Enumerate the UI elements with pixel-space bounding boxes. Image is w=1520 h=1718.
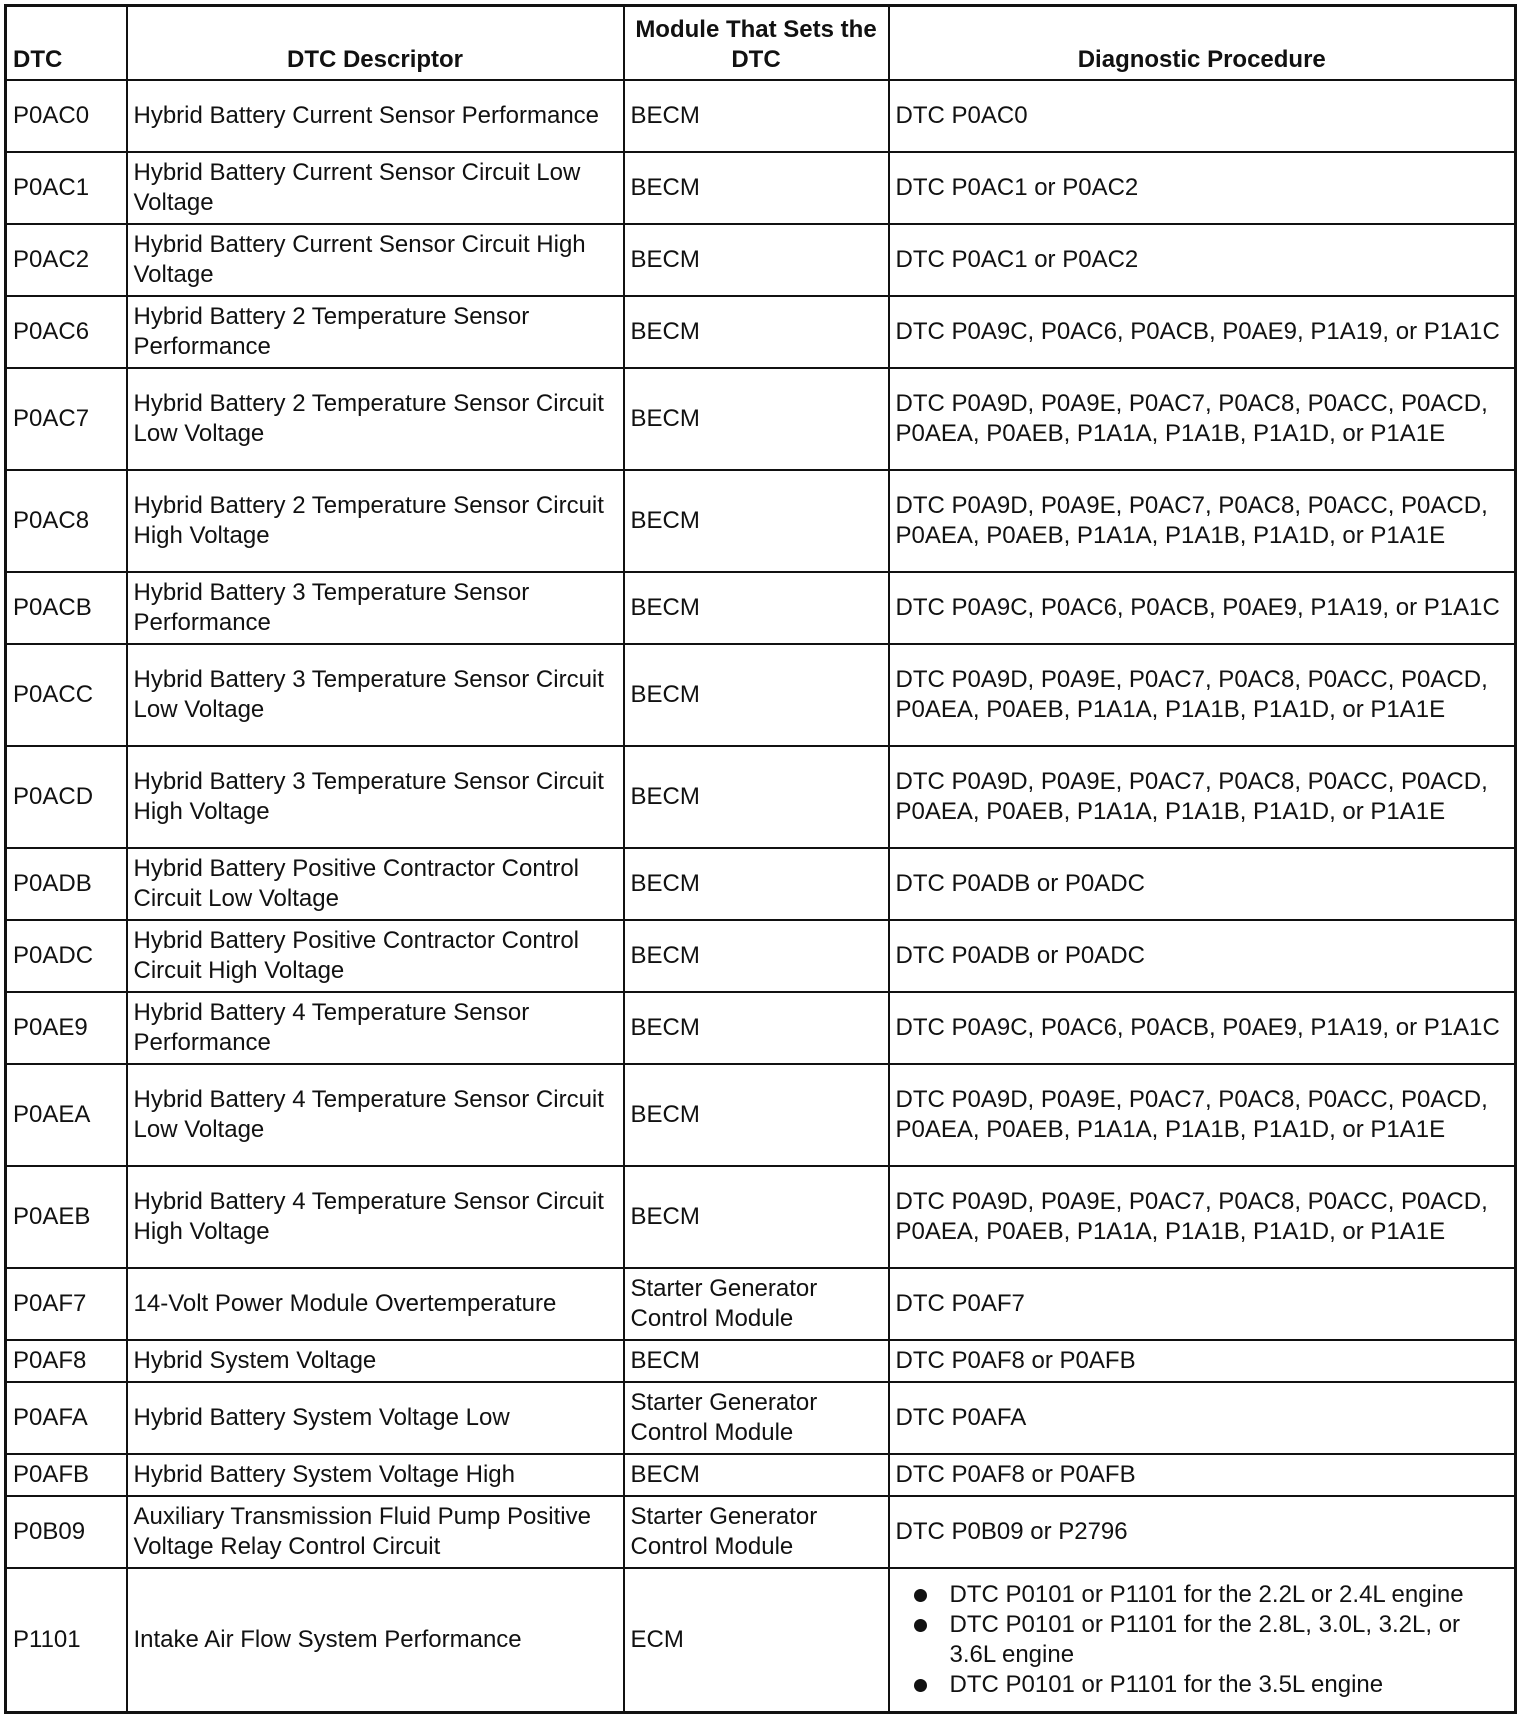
dtc-code: P0AE9 <box>6 992 127 1064</box>
dtc-descriptor: 14-Volt Power Module Overtemperature <box>127 1268 624 1340</box>
dtc-procedure: DTC P0A9D, P0A9E, P0AC7, P0AC8, P0ACC, P0ACD, P0AEA, P0AEB, P1A1A, P1A1B, P1A1D, or P1A1E <box>889 1166 1516 1268</box>
dtc-descriptor: Hybrid System Voltage <box>127 1340 624 1382</box>
dtc-procedure: DTC P0A9D, P0A9E, P0AC7, P0AC8, P0ACC, P0ACD, P0AEA, P0AEB, P1A1A, P1A1B, P1A1D, or P1A1E <box>889 746 1516 848</box>
dtc-module: BECM <box>624 470 889 572</box>
dtc-procedure: DTC P0AC1 or P0AC2 <box>889 152 1516 224</box>
table-row <box>6 746 1516 848</box>
dtc-procedure: DTC P0A9C, P0AC6, P0ACB, P0AE9, P1A19, or P1A1C <box>889 992 1516 1064</box>
dtc-table <box>4 4 1517 1714</box>
table-row <box>6 152 1516 224</box>
table-row <box>6 296 1516 368</box>
dtc-module: Starter Generator Control Module <box>624 1496 889 1568</box>
dtc-descriptor: Hybrid Battery 2 Temperature Sensor Performance <box>127 296 624 368</box>
dtc-code: P0AEB <box>6 1166 127 1268</box>
dtc-code: P0AC2 <box>6 224 127 296</box>
bullet-item: DTC P0101 or P1101 for the 3.5L engine <box>896 1670 1509 1700</box>
table-row <box>6 368 1516 470</box>
dtc-module: BECM <box>624 644 889 746</box>
dtc-module: BECM <box>624 746 889 848</box>
dtc-descriptor: Hybrid Battery 4 Temperature Sensor Circuit Low Voltage <box>127 1064 624 1166</box>
dtc-code: P0ADB <box>6 848 127 920</box>
table-row <box>6 1382 1516 1454</box>
dtc-procedure: DTC P0AF8 or P0AFB <box>889 1340 1516 1382</box>
dtc-descriptor: Hybrid Battery System Voltage High <box>127 1454 624 1496</box>
dtc-descriptor: Hybrid Battery 4 Temperature Sensor Performance <box>127 992 624 1064</box>
dtc-procedure: DTC P0A9D, P0A9E, P0AC7, P0AC8, P0ACC, P0ACD, P0AEA, P0AEB, P1A1A, P1A1B, P1A1D, or P1A1E <box>889 644 1516 746</box>
dtc-descriptor: Hybrid Battery Positive Contractor Control Circuit Low Voltage <box>127 848 624 920</box>
table-row <box>6 1454 1516 1496</box>
dtc-descriptor: Hybrid Battery System Voltage Low <box>127 1382 624 1454</box>
dtc-procedure: DTC P0ADB or P0ADC <box>889 920 1516 992</box>
table-row <box>6 1340 1516 1382</box>
table-row <box>6 1166 1516 1268</box>
table-row <box>6 644 1516 746</box>
table-row <box>6 1064 1516 1166</box>
dtc-code: P1101 <box>6 1568 127 1713</box>
dtc-module: BECM <box>624 992 889 1064</box>
dtc-procedure: DTC P0ADB or P0ADC <box>889 848 1516 920</box>
dtc-module: ECM <box>624 1568 889 1713</box>
dtc-descriptor: Hybrid Battery 3 Temperature Sensor Circuit Low Voltage <box>127 644 624 746</box>
dtc-procedure: DTC P0A9C, P0AC6, P0ACB, P0AE9, P1A19, or P1A1C <box>889 296 1516 368</box>
dtc-descriptor: Hybrid Battery 3 Temperature Sensor Circuit High Voltage <box>127 746 624 848</box>
dtc-descriptor: Intake Air Flow System Performance <box>127 1568 624 1713</box>
header-module: Module That Sets the DTC <box>624 6 889 81</box>
dtc-procedure: DTC P0AC0 <box>889 80 1516 152</box>
dtc-code: P0AC1 <box>6 152 127 224</box>
dtc-descriptor: Hybrid Battery Current Sensor Circuit High Voltage <box>127 224 624 296</box>
dtc-procedure: DTC P0AFA <box>889 1382 1516 1454</box>
dtc-procedure: DTC P0B09 or P2796 <box>889 1496 1516 1568</box>
dtc-descriptor: Auxiliary Transmission Fluid Pump Positive Voltage Relay Control Circuit <box>127 1496 624 1568</box>
dtc-code: P0ACB <box>6 572 127 644</box>
table-row <box>6 572 1516 644</box>
dtc-module: BECM <box>624 368 889 470</box>
bullet-item: DTC P0101 or P1101 for the 2.2L or 2.4L engine <box>896 1580 1509 1610</box>
table-row <box>6 224 1516 296</box>
dtc-module: BECM <box>624 80 889 152</box>
dtc-code: P0AFB <box>6 1454 127 1496</box>
dtc-code: P0AF7 <box>6 1268 127 1340</box>
dtc-module: BECM <box>624 296 889 368</box>
header-descriptor: DTC Descriptor <box>127 6 624 81</box>
dtc-descriptor: Hybrid Battery Positive Contractor Control Circuit High Voltage <box>127 920 624 992</box>
dtc-code: P0B09 <box>6 1496 127 1568</box>
dtc-code: P0AFA <box>6 1382 127 1454</box>
dtc-procedure <box>889 1568 1516 1713</box>
dtc-module: BECM <box>624 1340 889 1382</box>
dtc-procedure: DTC P0A9C, P0AC6, P0ACB, P0AE9, P1A19, or P1A1C <box>889 572 1516 644</box>
dtc-procedure: DTC P0A9D, P0A9E, P0AC7, P0AC8, P0ACC, P0ACD, P0AEA, P0AEB, P1A1A, P1A1B, P1A1D, or P1A1E <box>889 1064 1516 1166</box>
bullet-item: DTC P0101 or P1101 for the 2.8L, 3.0L, 3.2L, or 3.6L engine <box>896 1610 1509 1670</box>
table-row <box>6 992 1516 1064</box>
dtc-code: P0ACC <box>6 644 127 746</box>
table-row <box>6 1496 1516 1568</box>
dtc-module: BECM <box>624 920 889 992</box>
dtc-descriptor: Hybrid Battery 3 Temperature Sensor Performance <box>127 572 624 644</box>
dtc-procedure: DTC P0A9D, P0A9E, P0AC7, P0AC8, P0ACC, P0ACD, P0AEA, P0AEB, P1A1A, P1A1B, P1A1D, or P1A1E <box>889 470 1516 572</box>
dtc-descriptor: Hybrid Battery Current Sensor Circuit Low Voltage <box>127 152 624 224</box>
dtc-code: P0AC8 <box>6 470 127 572</box>
dtc-module: BECM <box>624 224 889 296</box>
table-row <box>6 848 1516 920</box>
dtc-module: Starter Generator Control Module <box>624 1268 889 1340</box>
dtc-descriptor: Hybrid Battery 2 Temperature Sensor Circuit Low Voltage <box>127 368 624 470</box>
dtc-code: P0AEA <box>6 1064 127 1166</box>
dtc-code: P0AF8 <box>6 1340 127 1382</box>
table-row <box>6 80 1516 152</box>
dtc-procedure: DTC P0A9D, P0A9E, P0AC7, P0AC8, P0ACC, P0ACD, P0AEA, P0AEB, P1A1A, P1A1B, P1A1D, or P1A1E <box>889 368 1516 470</box>
table-row <box>6 1568 1516 1713</box>
dtc-descriptor: Hybrid Battery Current Sensor Performance <box>127 80 624 152</box>
header-procedure: Diagnostic Procedure <box>889 6 1516 81</box>
dtc-code: P0ADC <box>6 920 127 992</box>
table-row <box>6 920 1516 992</box>
dtc-procedure: DTC P0AF8 or P0AFB <box>889 1454 1516 1496</box>
header-dtc: DTC <box>6 6 127 81</box>
dtc-module: BECM <box>624 1064 889 1166</box>
dtc-module: BECM <box>624 1454 889 1496</box>
table-row <box>6 1268 1516 1340</box>
procedure-bullet-list <box>896 1580 1509 1700</box>
dtc-procedure: DTC P0AF7 <box>889 1268 1516 1340</box>
dtc-procedure: DTC P0AC1 or P0AC2 <box>889 224 1516 296</box>
dtc-module: Starter Generator Control Module <box>624 1382 889 1454</box>
dtc-module: BECM <box>624 1166 889 1268</box>
dtc-descriptor: Hybrid Battery 4 Temperature Sensor Circuit High Voltage <box>127 1166 624 1268</box>
dtc-descriptor: Hybrid Battery 2 Temperature Sensor Circuit High Voltage <box>127 470 624 572</box>
table-row <box>6 470 1516 572</box>
dtc-module: BECM <box>624 152 889 224</box>
dtc-code: P0AC7 <box>6 368 127 470</box>
dtc-code: P0ACD <box>6 746 127 848</box>
header-row <box>6 6 1516 81</box>
dtc-code: P0AC0 <box>6 80 127 152</box>
dtc-code: P0AC6 <box>6 296 127 368</box>
dtc-module: BECM <box>624 572 889 644</box>
dtc-module: BECM <box>624 848 889 920</box>
